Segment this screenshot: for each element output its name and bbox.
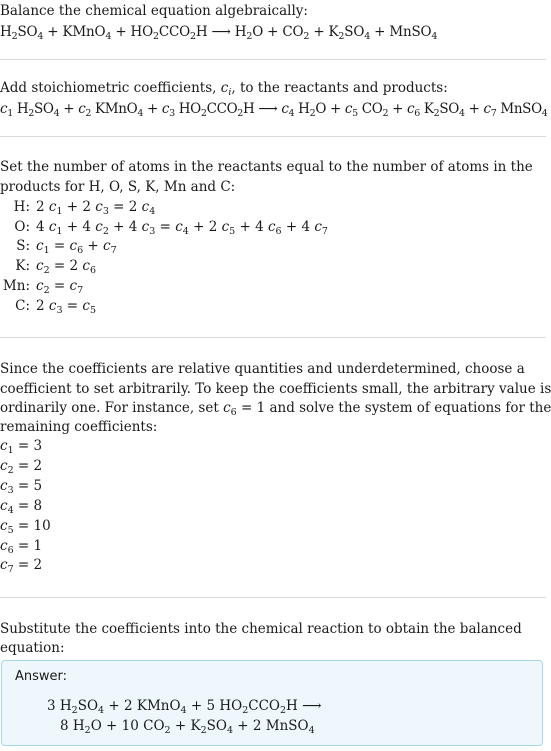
atom-equation-row: C: 2 $c_3 = c_5$ — [15, 297, 97, 316]
unbalanced-equation: $H_2SO_4$ + KMnO$_4$ + $HO_2CCO_2H$ ⟶ $H_2O + CO_2 + K_2SO_4$ + MnSO$_4$ — [0, 24, 438, 42]
step3-intro-line2: products for H, O, S, K, Mn and C: — [0, 179, 236, 195]
step4-intro-line4: remaining coefficients: — [0, 419, 158, 435]
coefficient-value: $c_3 = 5$ — [0, 477, 43, 496]
step1-intro: Balance the chemical equation algebraically: — [0, 3, 308, 19]
answer-box — [1, 660, 543, 746]
step5-intro-line1: Substitute the coefficients into the chemical reaction to obtain the balanced — [0, 621, 522, 637]
coefficient-equation: $c_1$ $H_2SO_4 + c_2$ KMnO$_4$ + $c_3$ $HO_2CCO_2H$ ⟶ $c_4$ $H_2O + c_5$ $CO_2 + c_6$ $K_2SO_4 + c_7$ MnSO$_4$ — [0, 101, 548, 119]
divider — [0, 136, 546, 137]
coefficient-value: $c_2 = 2$ — [0, 457, 43, 476]
atom-equation-row: S: $c_1 = c_6 + c_7$ — [16, 238, 117, 257]
step4-intro-line2: coefficient to set arbitrarily. To keep the coefficients small, the arbitrary value is — [0, 381, 551, 397]
atom-equation-row: O: 4 $c_1 + 4$ $c_2 + 4$ $c_3 = c_4 + 2$ $c_5 + 4$ $c_6 + 4$ $c_7$ — [14, 218, 328, 237]
balanced-equation-line2: 8 $H_2O + 10$ $CO_2 + K_2SO_4 + 2$ MnSO$_4$ — [60, 718, 315, 736]
step3-intro-line1: Set the number of atoms in the reactants equal to the number of atoms in the — [0, 159, 533, 175]
atom-equation: 2 $c_1 + 2$ $c_3 = 2$ $c_4$ — [36, 199, 156, 217]
atom-equation-row: H: 2 $c_1 + 2$ $c_3 = 2$ $c_4$ — [13, 199, 156, 217]
step4-intro-line3: ordinarily one. For instance, set $c_6 = 1$ and solve the system of equations for the — [0, 400, 551, 418]
atom-equation: $c_2 = c_7$ — [36, 277, 84, 296]
coefficient-value: $c_1 = 3$ — [0, 438, 43, 456]
coefficient-value: $c_5 = 10$ — [0, 517, 51, 536]
divider — [0, 59, 546, 60]
atom-equation-row: K: $c_2 = 2$ $c_6$ — [15, 258, 96, 277]
atom-equation: 2 $c_3 = c_5$ — [36, 297, 97, 316]
atom-equation: 4 $c_1 + 4$ $c_2 + 4$ $c_3 = c_4 + 2$ $c_5 + 4$ $c_6 + 4$ $c_7$ — [36, 218, 328, 237]
atom-equation: $c_1 = c_6 + c_7$ — [36, 238, 117, 257]
coefficient-value: $c_6 = 1$ — [0, 537, 43, 556]
atom-equation: $c_2 = 2$ $c_6$ — [36, 258, 96, 277]
step5-intro-line2: equation: — [0, 640, 65, 656]
balanced-equation-line1: 3 $H_2SO_4 + 2$ KMnO$_4$ + 5 $HO_2CCO_2H$ ⟶ — [47, 698, 322, 716]
step4-intro-line1: Since the coefficients are relative quantities and underdetermined, choose a — [0, 361, 525, 377]
step2-intro: Add stoichiometric coefficients, $c_i$, to the reactants and products: — [0, 80, 448, 98]
atom-equation-row: Mn: $c_2 = c_7$ — [2, 277, 84, 296]
coefficient-value: $c_4 = 8$ — [0, 497, 43, 516]
divider — [0, 337, 546, 338]
coefficient-value: $c_7 = 2$ — [0, 557, 43, 576]
answer-title: Answer: — [15, 669, 68, 684]
divider — [0, 597, 546, 598]
